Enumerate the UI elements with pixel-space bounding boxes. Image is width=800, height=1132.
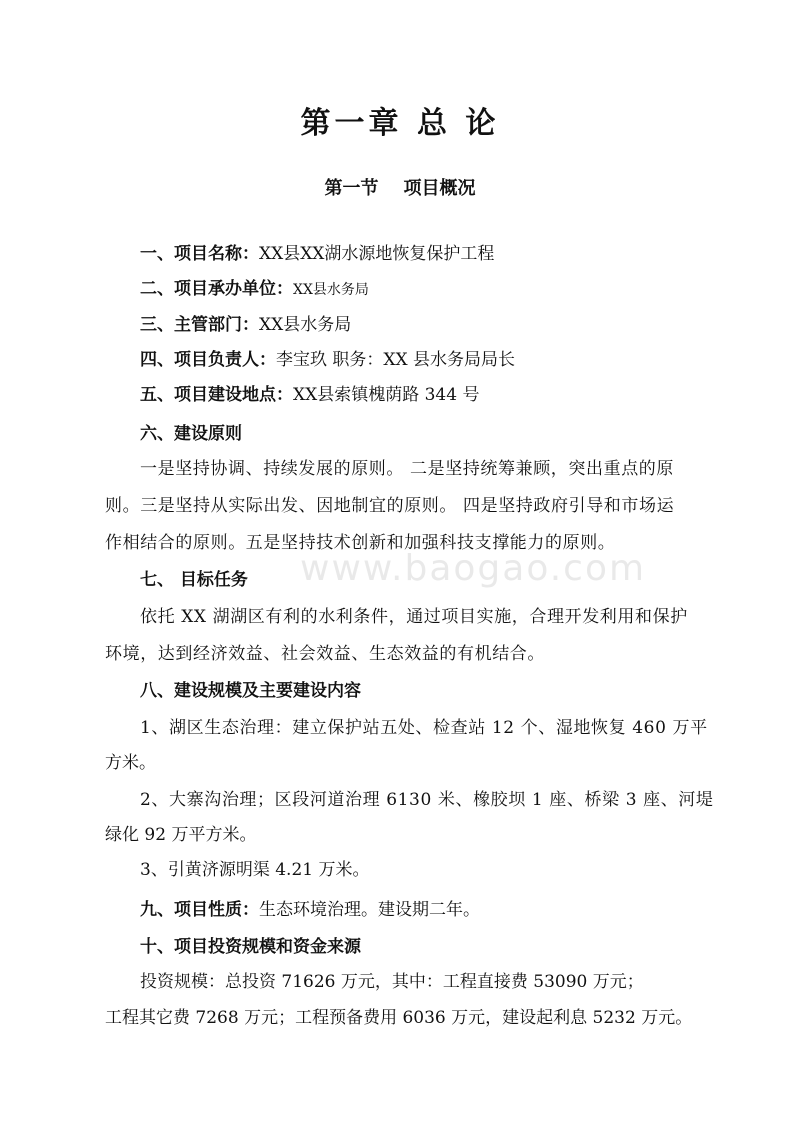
item-label: 二、项目承办单位： (140, 279, 293, 299)
item-goals-heading: 七、 目标任务 (140, 570, 248, 590)
watermark: www.baogao.com (300, 548, 647, 589)
item-principles-heading: 六、建设原则 (140, 424, 242, 444)
paragraph-line: 2、大寨沟治理；区段河道治理 6130 米、橡胶坝 1 座、桥梁 3 座、河堤 (140, 790, 714, 810)
item-location (140, 382, 760, 408)
paragraph-line: 环境，达到经济效益、社会效益、生态效益的有机结合。 (105, 644, 545, 664)
item-label: 一、项目名称： (140, 244, 259, 264)
item-value: XX县XX湖水源地恢复保护工程 (259, 244, 495, 264)
paragraph-line: 作相结合的原则。五是坚持技术创新和加强科技支撑能力的原则。 (105, 533, 616, 553)
paragraph-line: 工程其它费 7268 万元；工程预备费用 6036 万元，建设起利息 5232 万元。 (105, 1008, 693, 1028)
item-value: 生态环境治理。建设期二年。 (259, 900, 480, 920)
item-value: XX县水务局 (259, 315, 352, 335)
item-value: XX县水务局 (293, 282, 369, 298)
item-scale-heading: 八、建设规模及主要建设内容 (140, 681, 361, 701)
item-project-name (140, 241, 760, 267)
item-label: 四、项目负责人： (140, 350, 276, 370)
paragraph-line: 一是坚持协调、持续发展的原则。 二是坚持统筹兼顾，突出重点的原 (140, 459, 675, 479)
item-nature (140, 897, 760, 923)
paragraph-line: 绿化 92 万平方米。 (105, 825, 257, 845)
chapter-title: 第一章 总 论 (300, 106, 500, 141)
paragraph-line: 3、引黄济源明渠 4.21 万米。 (140, 860, 370, 880)
paragraph-line: 依托 XX 湖湖区有利的水利条件，通过项目实施，合理开发利用和保护 (140, 607, 688, 627)
paragraph-line: 则。三是坚持从实际出发、因地制宜的原则。 四是坚持政府引导和市场运 (105, 496, 675, 516)
item-department (140, 312, 760, 338)
item-label: 五、项目建设地点： (140, 385, 293, 405)
item-investment-heading: 十、项目投资规模和资金来源 (140, 937, 361, 957)
item-label: 三、主管部门： (140, 315, 259, 335)
item-label: 九、项目性质： (140, 900, 259, 920)
item-responsible (140, 347, 760, 373)
paragraph-line: 方米。 (105, 753, 156, 773)
paragraph-line: 投资规模：总投资 71626 万元，其中：工程直接费 53090 万元； (140, 972, 644, 992)
item-organizer (140, 276, 760, 303)
section-title: 第一节 项目概况 (324, 178, 476, 199)
paragraph-line: 1、湖区生态治理：建立保护站五处、检查站 12 个、湿地恢复 460 万平 (140, 718, 708, 738)
item-value: XX县索镇槐荫路 344 号 (293, 385, 480, 405)
item-value: 李宝玖 职务：XX 县水务局局长 (276, 350, 516, 370)
